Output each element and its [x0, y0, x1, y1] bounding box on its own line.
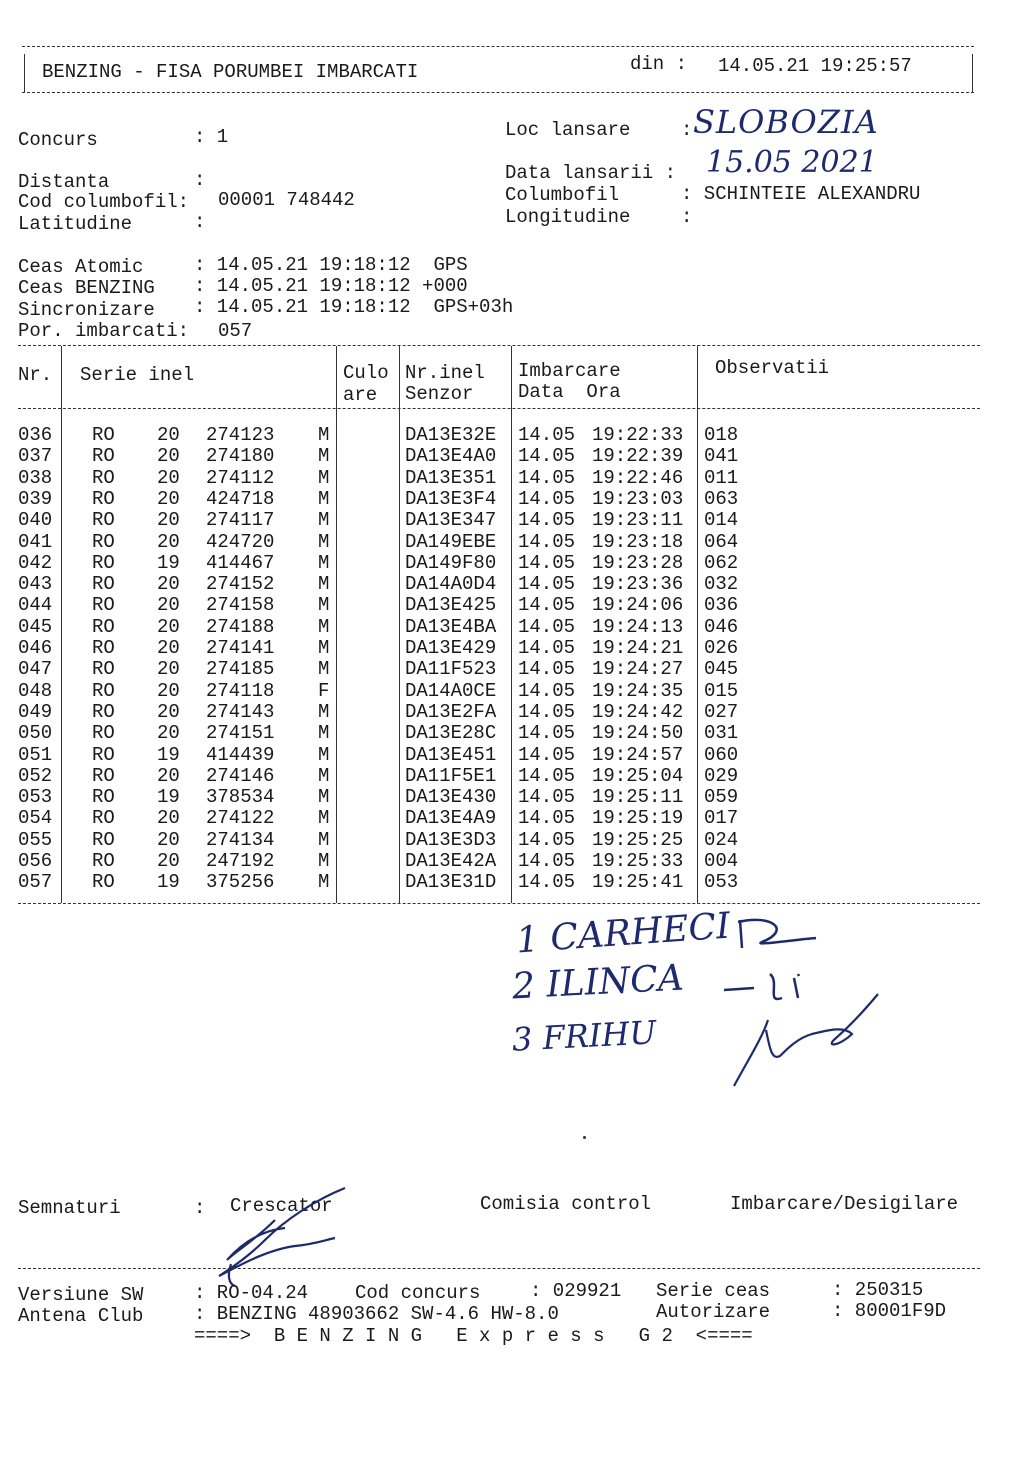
crescator-label: Crescator [230, 1195, 333, 1217]
row-an: 20 [157, 828, 180, 851]
table-row [0, 446, 1024, 467]
row-ora: 19:24:57 [592, 743, 684, 766]
row-ora: 19:24:27 [592, 658, 684, 681]
versiune-sw-label: Versiune SW [18, 1284, 144, 1306]
row-sex: M [318, 530, 330, 553]
table-row [0, 872, 1024, 893]
row-inel: 247192 [206, 850, 275, 872]
row-senzor: DA13E4A0 [405, 445, 497, 468]
row-nr: 040 [18, 509, 53, 532]
row-tara: RO [92, 700, 115, 723]
row-nr: 046 [18, 637, 53, 659]
row-inel: 274151 [206, 722, 275, 745]
row-tara: RO [92, 530, 115, 553]
row-tara: RO [92, 509, 115, 532]
row-senzor: DA13E3D3 [405, 828, 497, 851]
row-tara: RO [92, 637, 115, 659]
row-inel: 424720 [206, 530, 275, 553]
table-row [0, 489, 1024, 510]
row-an: 20 [157, 807, 180, 830]
ceas-atomic-value: : 14.05.21 19:18:12 GPS [194, 254, 468, 276]
table-header-border [18, 408, 980, 409]
cod-columbofil-value: 00001 748442 [218, 189, 355, 211]
row-an: 20 [157, 615, 180, 638]
row-ora: 19:22:46 [592, 466, 684, 489]
row-tara: RO [92, 487, 115, 510]
row-observatii: 059 [704, 786, 739, 809]
row-sex: M [318, 871, 330, 894]
row-data: 14.05 [518, 573, 576, 596]
row-sex: M [318, 509, 330, 532]
row-data: 14.05 [518, 700, 576, 723]
col-header-are: are [343, 384, 378, 406]
row-inel: 274180 [206, 445, 275, 468]
row-sex: M [318, 594, 330, 617]
row-an: 20 [157, 573, 180, 596]
row-nr: 044 [18, 594, 53, 617]
row-nr: 041 [18, 530, 53, 553]
table-row [0, 702, 1024, 723]
row-inel: 414467 [206, 551, 275, 574]
row-sex: M [318, 658, 330, 681]
row-tara: RO [92, 551, 115, 574]
row-nr: 038 [18, 466, 53, 489]
columbofil-value: : SCHINTEIE ALEXANDRU [681, 183, 921, 205]
row-sex: M [318, 807, 330, 830]
imbarcare-desigilare-label: Imbarcare/Desigilare [730, 1193, 959, 1215]
row-ora: 19:23:28 [592, 551, 684, 574]
row-an: 20 [157, 700, 180, 723]
table-row [0, 553, 1024, 574]
row-observatii: 011 [704, 466, 739, 489]
row-ora: 19:23:18 [592, 530, 684, 553]
row-sex: M [318, 573, 330, 596]
latitudine-value: : [194, 211, 206, 233]
row-observatii: 041 [704, 445, 739, 468]
row-nr: 055 [18, 828, 53, 851]
row-tara: RO [92, 445, 115, 468]
row-sex: M [318, 722, 330, 745]
row-data: 14.05 [518, 594, 576, 617]
row-an: 20 [157, 764, 180, 787]
row-senzor: DA13E351 [405, 466, 497, 489]
row-inel: 274188 [206, 615, 275, 638]
row-an: 20 [157, 466, 180, 489]
row-senzor: DA14A0CE [405, 679, 497, 702]
col-header-data-ora: Data Ora [518, 381, 621, 403]
table-bottom-border [18, 903, 980, 904]
table-row [0, 830, 1024, 851]
por-imbarcati-value: 057 [218, 320, 253, 342]
handwritten-note-1: 1 CARHECI [514, 905, 732, 962]
col-header-senzor: Senzor [405, 383, 474, 405]
table-row [0, 766, 1024, 787]
row-nr: 045 [18, 615, 53, 638]
cod-columbofil-label: Cod columbofil: [18, 191, 190, 213]
din-label: din : [630, 53, 688, 75]
table-top-border [18, 345, 980, 346]
row-sex: M [318, 424, 330, 446]
row-an: 19 [157, 743, 180, 766]
row-senzor: DA13E2FA [405, 700, 497, 723]
table-row [0, 595, 1024, 616]
comisia-control-label: Comisia control [480, 1193, 652, 1215]
row-an: 19 [157, 871, 180, 894]
row-senzor: DA13E425 [405, 594, 497, 617]
longitudine-value: : [681, 206, 693, 228]
row-an: 19 [157, 786, 180, 809]
loc-lansare-sep: : [681, 119, 693, 141]
row-inel: 424718 [206, 487, 275, 510]
row-tara: RO [92, 828, 115, 851]
row-ora: 19:25:04 [592, 764, 684, 787]
handwritten-signature-icon [728, 990, 888, 1090]
row-tara: RO [92, 850, 115, 872]
autorizare-value: : 80001F9D [832, 1300, 947, 1322]
row-data: 14.05 [518, 445, 576, 468]
row-ora: 19:24:35 [592, 679, 684, 702]
table-row [0, 787, 1024, 808]
table-row [0, 659, 1024, 680]
row-senzor: DA13E32E [405, 424, 497, 446]
versiune-sw-value: : RO-04.24 [194, 1282, 309, 1304]
cod-concurs-value: : 029921 [530, 1280, 622, 1302]
row-data: 14.05 [518, 764, 576, 787]
row-inel: 378534 [206, 786, 275, 809]
footer-top-border [18, 1268, 980, 1269]
row-observatii: 024 [704, 828, 739, 851]
row-senzor: DA13E28C [405, 722, 497, 745]
ceas-benzing-label: Ceas BENZING [18, 277, 155, 299]
row-nr: 043 [18, 573, 53, 596]
row-data: 14.05 [518, 551, 576, 574]
por-imbarcati-label: Por. imbarcati: [18, 320, 190, 342]
row-senzor: DA13E3F4 [405, 487, 497, 510]
row-ora: 19:24:21 [592, 637, 684, 659]
row-inel: 274152 [206, 573, 275, 596]
row-tara: RO [92, 466, 115, 489]
col-header-nr: Nr. [18, 364, 53, 386]
longitudine-label: Longitudine [505, 206, 631, 228]
row-observatii: 064 [704, 530, 739, 553]
row-nr: 054 [18, 807, 53, 830]
row-nr: 037 [18, 445, 53, 468]
row-inel: 414439 [206, 743, 275, 766]
row-sex: M [318, 828, 330, 851]
row-data: 14.05 [518, 424, 576, 446]
row-observatii: 053 [704, 871, 739, 894]
row-sex: M [318, 786, 330, 809]
row-inel: 274118 [206, 679, 275, 702]
table-row [0, 574, 1024, 595]
serie-ceas-value: : 250315 [832, 1279, 924, 1301]
row-an: 20 [157, 487, 180, 510]
row-tara: RO [92, 615, 115, 638]
row-ora: 19:23:11 [592, 509, 684, 532]
row-inel: 274141 [206, 637, 275, 659]
paper-speck [583, 1136, 586, 1139]
row-observatii: 014 [704, 509, 739, 532]
antena-club-value: : BENZING 48903662 SW-4.6 HW-8.0 [194, 1303, 559, 1325]
row-data: 14.05 [518, 828, 576, 851]
row-nr: 042 [18, 551, 53, 574]
row-observatii: 062 [704, 551, 739, 574]
row-an: 20 [157, 722, 180, 745]
row-data: 14.05 [518, 786, 576, 809]
row-ora: 19:22:33 [592, 424, 684, 446]
col-header-observatii: Observatii [715, 357, 830, 379]
row-senzor: DA11F523 [405, 658, 497, 681]
row-ora: 19:22:39 [592, 445, 684, 468]
row-sex: M [318, 850, 330, 872]
row-tara: RO [92, 743, 115, 766]
semnaturi-label: Semnaturi [18, 1197, 121, 1219]
row-nr: 056 [18, 850, 53, 872]
row-observatii: 046 [704, 615, 739, 638]
row-observatii: 031 [704, 722, 739, 745]
row-an: 20 [157, 509, 180, 532]
row-ora: 19:23:03 [592, 487, 684, 510]
row-an: 20 [157, 679, 180, 702]
row-inel: 274143 [206, 700, 275, 723]
col-header-nrinel: Nr.inel [405, 362, 485, 384]
form-title: BENZING - FISA PORUMBEI IMBARCATI [42, 61, 419, 83]
row-an: 20 [157, 594, 180, 617]
table-row [0, 851, 1024, 872]
row-sex: F [318, 679, 330, 702]
row-nr: 048 [18, 679, 53, 702]
table-row [0, 532, 1024, 553]
ceas-benzing-value: : 14.05.21 19:18:12 +000 [194, 275, 468, 297]
row-senzor: DA13E451 [405, 743, 497, 766]
row-nr: 049 [18, 700, 53, 723]
row-inel: 274117 [206, 509, 275, 532]
distanta-label: Distanta [18, 171, 110, 193]
benzing-express-banner: ====> B E N Z I N G E x p r e s s G 2 <==== [194, 1325, 753, 1347]
row-sex: M [318, 445, 330, 468]
data-lansarii-label: Data lansarii : [505, 162, 677, 184]
row-data: 14.05 [518, 509, 576, 532]
row-senzor: DA13E430 [405, 786, 497, 809]
col-header-imbarcare: Imbarcare [518, 360, 621, 382]
row-observatii: 060 [704, 743, 739, 766]
row-data: 14.05 [518, 530, 576, 553]
row-senzor: DA13E4A9 [405, 807, 497, 830]
row-senzor: DA13E4BA [405, 615, 497, 638]
sincronizare-label: Sincronizare [18, 299, 155, 321]
table-row [0, 681, 1024, 702]
concurs-label: Concurs [18, 129, 98, 151]
row-nr: 050 [18, 722, 53, 745]
row-observatii: 029 [704, 764, 739, 787]
row-an: 20 [157, 658, 180, 681]
row-inel: 274146 [206, 764, 275, 787]
row-an: 20 [157, 530, 180, 553]
row-tara: RO [92, 573, 115, 596]
row-tara: RO [92, 679, 115, 702]
loc-lansare-label: Loc lansare [505, 119, 631, 141]
row-an: 20 [157, 637, 180, 659]
data-lansarii-handwritten: 15.05 2021 [706, 145, 878, 180]
table-row [0, 723, 1024, 744]
row-observatii: 015 [704, 679, 739, 702]
row-data: 14.05 [518, 658, 576, 681]
row-ora: 19:24:13 [592, 615, 684, 638]
row-ora: 19:25:25 [592, 828, 684, 851]
row-senzor: DA13E347 [405, 509, 497, 532]
row-senzor: DA13E31D [405, 871, 497, 894]
row-observatii: 017 [704, 807, 739, 830]
row-data: 14.05 [518, 722, 576, 745]
col-header-serie: Serie inel [80, 364, 195, 386]
row-inel: 375256 [206, 871, 275, 894]
row-ora: 19:25:33 [592, 850, 684, 872]
table-row [0, 808, 1024, 829]
row-observatii: 032 [704, 573, 739, 596]
handwritten-note-2: 2 ILINCA [511, 957, 685, 1008]
row-observatii: 027 [704, 700, 739, 723]
header-left-border [24, 54, 25, 92]
row-observatii: 045 [704, 658, 739, 681]
header-bottom-border [22, 92, 974, 93]
row-tara: RO [92, 764, 115, 787]
row-nr: 039 [18, 487, 53, 510]
row-inel: 274112 [206, 466, 275, 489]
row-sex: M [318, 615, 330, 638]
loc-lansare-handwritten: SLOBOZIA [693, 103, 879, 141]
antena-club-label: Antena Club [18, 1305, 144, 1327]
table-row [0, 510, 1024, 531]
row-ora: 19:24:50 [592, 722, 684, 745]
semnaturi-sep: : [194, 1197, 206, 1219]
din-value: 14.05.21 19:25:57 [718, 55, 912, 77]
row-senzor: DA13E42A [405, 850, 497, 872]
row-sex: M [318, 466, 330, 489]
handwritten-initials-1-icon [732, 912, 822, 952]
row-data: 14.05 [518, 615, 576, 638]
latitudine-label: Latitudine [18, 213, 133, 235]
table-row [0, 468, 1024, 489]
row-inel: 274122 [206, 807, 275, 830]
row-nr: 047 [18, 658, 53, 681]
row-inel: 274158 [206, 594, 275, 617]
row-observatii: 004 [704, 850, 739, 872]
row-sex: M [318, 637, 330, 659]
row-data: 14.05 [518, 871, 576, 894]
row-sex: M [318, 743, 330, 766]
row-observatii: 036 [704, 594, 739, 617]
crescator-signature-icon [205, 1180, 355, 1290]
row-ora: 19:25:41 [592, 871, 684, 894]
row-ora: 19:24:06 [592, 594, 684, 617]
table-row [0, 425, 1024, 446]
row-tara: RO [92, 594, 115, 617]
header-right-border [972, 54, 973, 92]
row-sex: M [318, 764, 330, 787]
row-inel: 274185 [206, 658, 275, 681]
row-tara: RO [92, 786, 115, 809]
row-data: 14.05 [518, 850, 576, 872]
sincronizare-value: : 14.05.21 19:18:12 GPS+03h [194, 296, 514, 318]
row-senzor: DA11F5E1 [405, 764, 497, 787]
table-row [0, 638, 1024, 659]
row-data: 14.05 [518, 743, 576, 766]
row-nr: 057 [18, 871, 53, 894]
handwritten-note-3: 3 FRIHU [511, 1013, 658, 1059]
row-observatii: 063 [704, 487, 739, 510]
row-senzor: DA149EBE [405, 530, 497, 553]
concurs-value: : 1 [194, 126, 229, 148]
ceas-atomic-label: Ceas Atomic [18, 256, 144, 278]
row-sex: M [318, 700, 330, 723]
row-data: 14.05 [518, 466, 576, 489]
row-data: 14.05 [518, 679, 576, 702]
row-senzor: DA13E429 [405, 637, 497, 659]
row-data: 14.05 [518, 637, 576, 659]
cod-concurs-label: Cod concurs [355, 1282, 481, 1304]
row-ora: 19:24:42 [592, 700, 684, 723]
row-nr: 051 [18, 743, 53, 766]
row-observatii: 026 [704, 637, 739, 659]
row-tara: RO [92, 807, 115, 830]
row-ora: 19:25:11 [592, 786, 684, 809]
row-nr: 036 [18, 424, 53, 446]
col-header-culo: Culo [343, 362, 389, 384]
row-senzor: DA14A0D4 [405, 573, 497, 596]
row-an: 19 [157, 551, 180, 574]
row-nr: 053 [18, 786, 53, 809]
row-tara: RO [92, 722, 115, 745]
serie-ceas-label: Serie ceas [656, 1280, 771, 1302]
row-an: 20 [157, 850, 180, 872]
row-tara: RO [92, 871, 115, 894]
row-an: 20 [157, 445, 180, 468]
row-ora: 19:25:19 [592, 807, 684, 830]
table-row [0, 617, 1024, 638]
row-data: 14.05 [518, 487, 576, 510]
row-inel: 274123 [206, 424, 275, 446]
header-top-border [22, 46, 974, 47]
row-an: 20 [157, 424, 180, 446]
row-tara: RO [92, 658, 115, 681]
row-sex: M [318, 551, 330, 574]
row-tara: RO [92, 424, 115, 446]
row-observatii: 018 [704, 424, 739, 446]
row-ora: 19:23:36 [592, 573, 684, 596]
autorizare-label: Autorizare [656, 1301, 771, 1323]
row-inel: 274134 [206, 828, 275, 851]
row-sex: M [318, 487, 330, 510]
row-data: 14.05 [518, 807, 576, 830]
row-senzor: DA149F80 [405, 551, 497, 574]
row-nr: 052 [18, 764, 53, 787]
distanta-value: : [194, 169, 206, 191]
columbofil-label: Columbofil [505, 184, 620, 206]
table-row [0, 745, 1024, 766]
